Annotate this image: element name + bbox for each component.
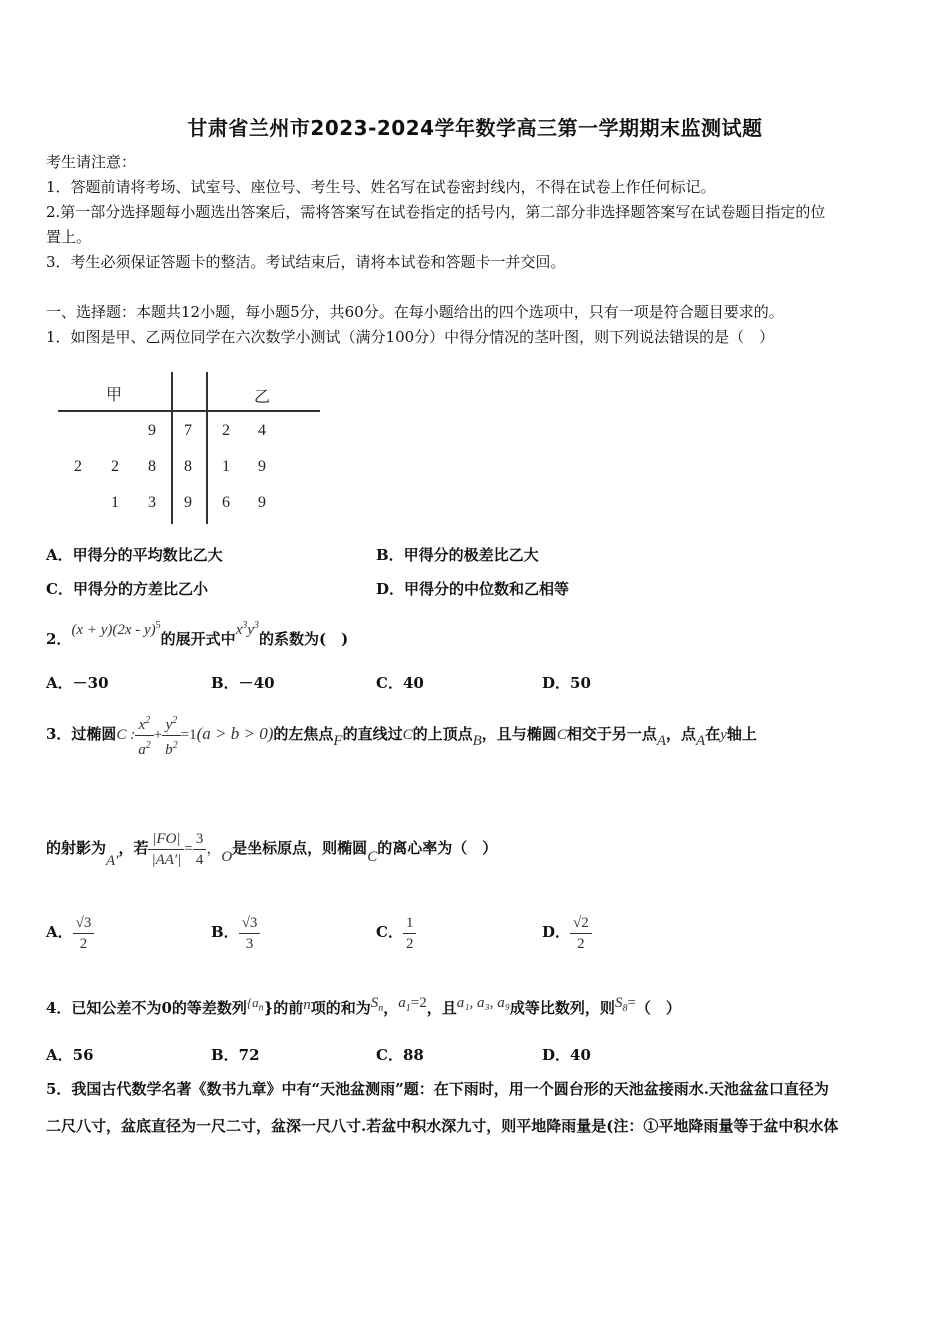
stem-divider-right xyxy=(206,372,208,524)
q1-option-c: C．甲得分的方差比乙小 xyxy=(46,580,208,598)
stem: 8 xyxy=(184,458,192,475)
question-4: 4．已知公差不为0的等差数列$\{a_n\}$的前n项的和为$S_n$，$a_1=2$，且a₁, a₃, a₉成等比数列，则$S_8=$（ ） xyxy=(46,995,681,1017)
q2-option-b: B．－40 xyxy=(211,674,275,692)
q1-option-a: A．甲得分的平均数比乙大 xyxy=(46,546,223,564)
q3-option-b: B． $\frac{√3}{3}$ xyxy=(211,904,260,960)
header-divider xyxy=(58,410,320,412)
q4-option-c: C．88 xyxy=(376,1046,424,1064)
notice-item-2-cont: 置上。 xyxy=(46,228,92,246)
leaf-left: 2 xyxy=(74,458,82,475)
q2-option-a: A．－30 xyxy=(46,674,109,692)
x-squared-over-a-squared: $\frac{x^2}{a^2}$ xyxy=(135,711,154,760)
q2-term: $x^3y^3$ xyxy=(235,620,260,638)
notice-heading: 考生请注意： xyxy=(46,153,137,171)
a1-equals-2: $a_1=2$ xyxy=(398,995,427,1014)
q2-option-d: D．50 xyxy=(542,674,591,692)
stem: 7 xyxy=(184,422,192,439)
right-header: 乙 xyxy=(254,389,271,406)
question-2 xyxy=(46,620,349,652)
sequence-an: {$a_n$ xyxy=(246,995,264,1014)
section-heading: 一、选择题：本题共12小题，每小题5分，共60分。在每小题给出的四个选项中，只有一项是符合题目要求的。 xyxy=(46,303,784,321)
question-5-line-2: 二尺八寸，盆底直径为一尺二寸，盆深一尺八寸.若盆中积水深九寸，则平地降雨量是(注：①平地降雨量等于盆中积水体 xyxy=(46,1117,839,1135)
q4-option-d: D．40 xyxy=(542,1046,591,1064)
leaf-left: 2 xyxy=(111,458,119,475)
leaf-right: 1 xyxy=(222,458,230,475)
s8-equals: $S_8=$ xyxy=(614,995,636,1014)
q1-option-d: D．甲得分的中位数和乙相等 xyxy=(376,580,570,598)
sum-sn: $S_n$ xyxy=(370,995,384,1014)
q3-option-a: A． $\frac{√3}{2}$ xyxy=(46,904,94,960)
q2-option-c: C．40 xyxy=(376,674,424,692)
q4-option-a: A．56 xyxy=(46,1046,94,1064)
q2-expression: (x + y)(2x - y)$^5$ xyxy=(71,620,161,638)
notice-item-3: 3．考生必须保证答题卡的整洁。考试结束后，请将本试卷和答题卡一并交回。 xyxy=(46,253,566,271)
question-1-text: 1．如图是甲、乙两位同学在六次数学小测试（满分100分）中得分情况的茎叶图，则下列说法错误的是（ ） xyxy=(46,328,775,346)
fo-over-aa-fraction: $\frac{|FO|}{|AA'|}$ xyxy=(148,829,184,870)
leaf-left: 1 xyxy=(111,494,119,511)
stem-divider-left xyxy=(171,372,173,524)
leaf-right: 2 xyxy=(222,422,230,439)
leaf-right: 4 xyxy=(258,422,266,439)
left-header: 甲 xyxy=(106,387,123,404)
leaf-left: 9 xyxy=(148,422,156,439)
q2-number: 2． xyxy=(46,630,72,648)
notice-item-2: 2.第一部分选择题每小题选出答案后，需将答案写在试卷指定的括号内，第二部分非选择题答案写在试卷题目指定的位 xyxy=(46,203,826,221)
leaf-right: 9 xyxy=(258,494,266,511)
q2-tail: 的系数为( ) xyxy=(259,630,349,648)
question-5-line-1: 5．我国古代数学名著《数书九章》中有“天池盆测雨”题：在下雨时，用一个圆台形的天池盆接雨水.天池盆盆口直径为 xyxy=(46,1080,829,1098)
stem-leaf-plot xyxy=(58,372,320,524)
q1-option-b: B．甲得分的极差比乙大 xyxy=(376,546,539,564)
three-quarters-fraction: $\frac{3}{4}$ xyxy=(193,829,207,870)
notice-item-1: 1．答题前请将考场、试室号、座位号、考生号、姓名写在试卷密封线内，不得在试卷上作任何标记。 xyxy=(46,178,716,196)
q3-option-c: C． $\frac{1}{2}$ xyxy=(376,904,416,960)
leaf-right: 6 xyxy=(222,494,230,511)
leaf-left: 8 xyxy=(148,458,156,475)
q2-mid: 的展开式中 xyxy=(160,630,236,648)
leaf-right: 9 xyxy=(258,458,266,475)
q3-option-d: D． $\frac{√2}{2}$ xyxy=(542,904,592,960)
page-title: 甘肃省兰州市2023-2024学年数学高三第一学期期末监测试题 xyxy=(187,116,763,140)
leaf-left: 3 xyxy=(148,494,156,511)
y-squared-over-b-squared: $\frac{y^2}{b^2}$ xyxy=(162,711,181,760)
q4-option-b: B．72 xyxy=(211,1046,260,1064)
stem: 9 xyxy=(184,494,192,511)
question-3-line-1: 3．过椭圆C : $\frac{x^2}{a^2}$ + $\frac{y^2}{b^2}$ =1(a > b > 0)的左焦点F的直线过C的上顶点B，且与椭圆C相交于另一点A，点A在y轴上 xyxy=(46,704,757,764)
question-3-line-2: 的射影为A′，若 $\frac{|FO|}{|AA'|}$ = $\frac{3}{4}$ ，O是坐标原点，则椭圆C的离心率为（ ） xyxy=(46,830,498,869)
